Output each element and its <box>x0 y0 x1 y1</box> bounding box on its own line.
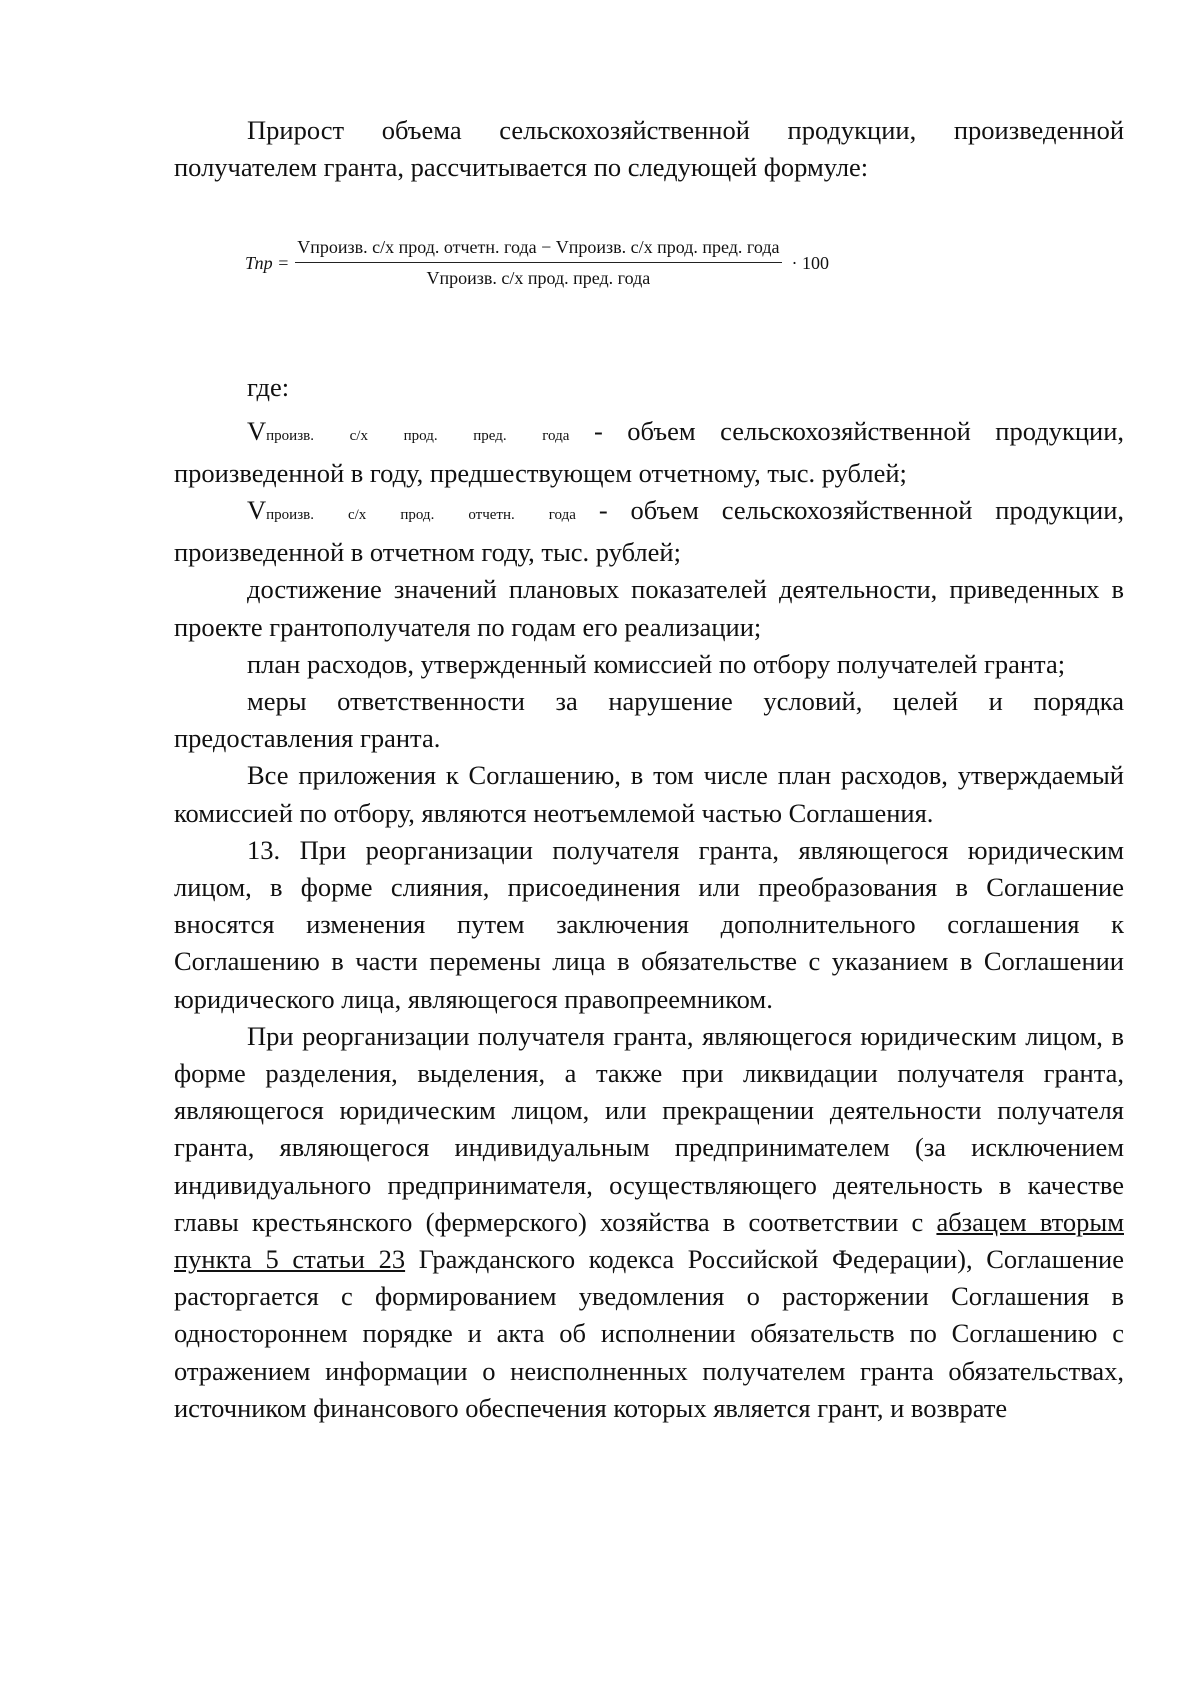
formula-denominator: Vпроизв. с/х прод. пред. года <box>426 268 651 289</box>
reorganization-text-end: Гражданского кодекса Российской Федерации), Соглашение расторгается с формированием уведомления о расторжении Соглашения в одностороннем порядке и акта об исполнении обязательств по Соглашению с отражением информации о неисполненных получателем гранта обязательствах, источником финансового обеспечения которых является грант, и возврате <box>174 1244 1124 1423</box>
v-previous-subscript: произв. с/х прод. пред. года <box>266 427 570 444</box>
formula-body <box>245 236 829 289</box>
formula-numerator: Vпроизв. с/х прод. отчетн. года − Vпроизв. с/х прод. пред. года <box>295 236 781 263</box>
formula-lhs: Тпр = <box>245 252 290 273</box>
v-previous-symbol: V <box>247 415 267 446</box>
paragraph-expense-plan: план расходов, утвержденный комиссией по отбору получателей гранта; <box>247 648 1066 679</box>
growth-formula <box>174 186 1124 369</box>
paragraph-item-13: 13. При реорганизации получателя гранта, являющегося юридическим лицом, в форме слияния, присоединения или преобразования в Соглашение вносятся изменения путем заключения дополнительного соглашения к Соглашению в части перемены лица в обязательстве с указанием в Соглашении юридического лица, являющегося правопреемником. <box>174 834 1124 1014</box>
v-current-description: - объем сельскохозяйственной продукции, произведенной в отчетном году, тыс. рублей; <box>174 495 1124 568</box>
formula-multiplier: · 100 <box>791 252 829 273</box>
document-page <box>174 112 1124 1427</box>
paragraph-growth-intro: Прирост объема сельскохозяйственной продукции, произведенной получателем гранта, рассчитывается по следующей формуле: <box>174 115 1124 183</box>
v-current-subscript: произв. с/х прод. отчетн. года <box>266 507 576 524</box>
paragraph-achievement: достижение значений плановых показателей деятельности, приведенных в проекте грантополучателя по годам его реализации; <box>174 574 1124 642</box>
reorganization-text-start: При реорганизации получателя гранта, являющегося юридическим лицом, в форме разделения, выделения, а также при ликвидации получателя гранта, являющегося юридическим лицом, или прекращении деятельности получателя гранта, являющегося индивидуальным предпринимателем (за исключением индивидуального предпринимателя, осуществляющего деятельность в качестве главы крестьянского (фермерского) хозяйства в соответствии с <box>174 1020 1124 1237</box>
paragraph-responsibility: меры ответственности за нарушение условий, целей и порядка предоставления гранта. <box>174 686 1124 754</box>
paragraph-appendices: Все приложения к Соглашению, в том числе план расходов, утверждаемый комиссией по отбору, являются неотъемлемой частью Соглашения. <box>174 760 1124 828</box>
formula-fraction <box>295 236 781 289</box>
paragraph-where: где: <box>247 372 290 403</box>
civil-code-link[interactable]: абзацем вторым пункта 5 статьи 23 <box>174 1206 1124 1275</box>
paragraph-reorganization <box>174 1018 1124 1427</box>
v-previous-description: - объем сельскохозяйственной продукции, произведенной в году, предшествующем отчетному, тыс. рублей; <box>174 415 1124 488</box>
v-current-symbol: V <box>247 495 267 526</box>
paragraph-v-previous <box>174 413 1124 492</box>
paragraph-v-current <box>174 492 1124 571</box>
